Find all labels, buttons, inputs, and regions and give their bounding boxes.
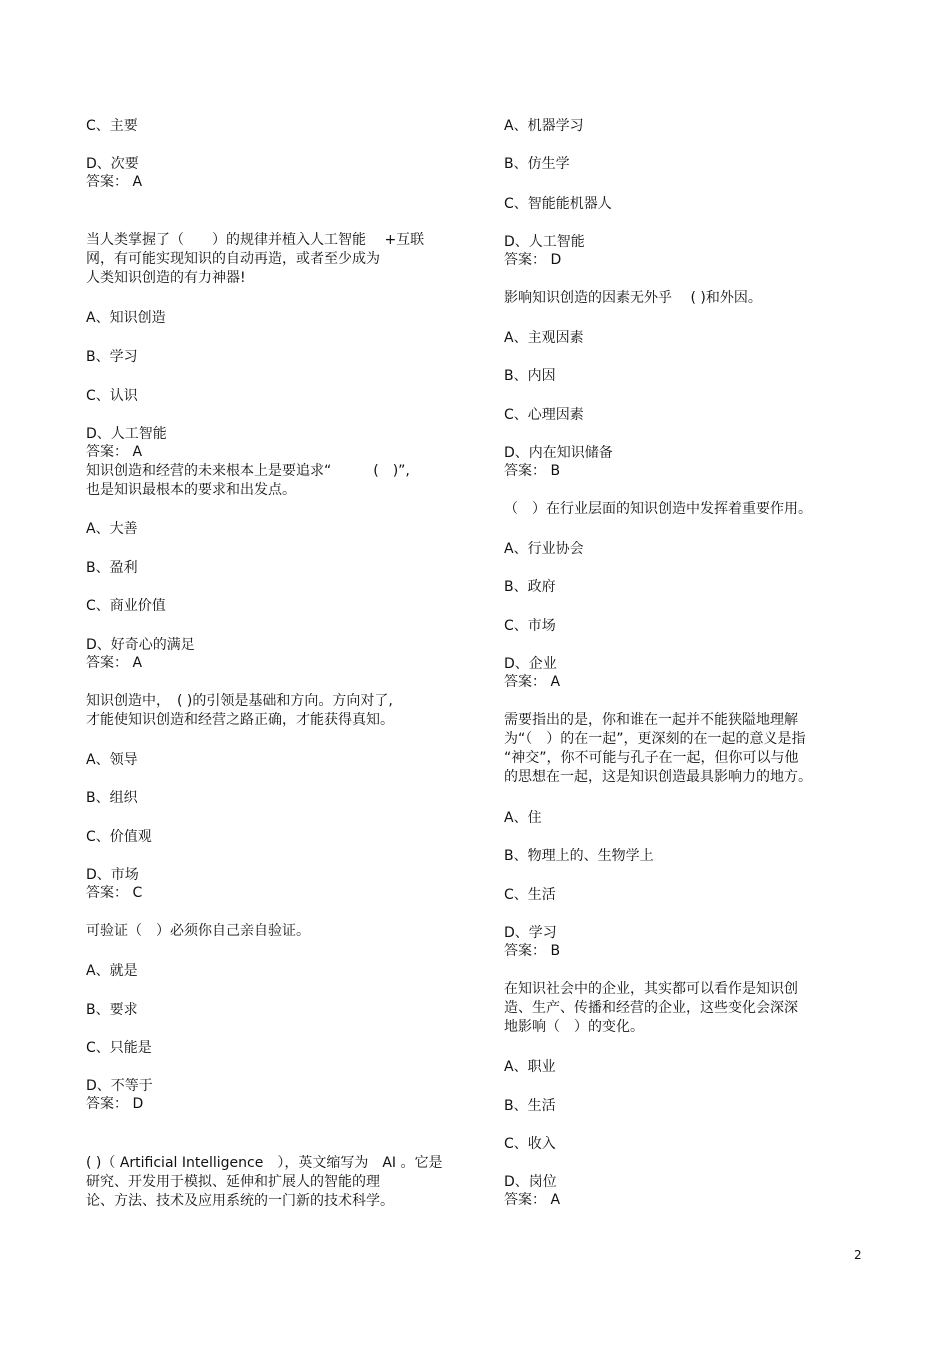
text-line: D、市场 <box>86 867 139 883</box>
text-line: C、生活 <box>504 887 556 903</box>
text-line: 可验证（ ）必须你自己亲自验证。 <box>86 923 310 939</box>
text-line: D、人工智能 <box>504 234 585 250</box>
text-line: B、要求 <box>86 1002 138 1018</box>
answer-line: 答案： C <box>86 885 143 901</box>
text-line: A、住 <box>504 810 542 826</box>
text-line: A、知识创造 <box>86 310 166 326</box>
answer-line: 答案： D <box>86 1096 144 1112</box>
answer-line: 答案： D <box>504 252 562 268</box>
text-line: C、价值观 <box>86 829 152 845</box>
text-line: D、好奇心的满足 <box>86 637 195 653</box>
text-line: 知识创造和经营的未来根本上是要追求“ ( )”, <box>86 463 410 479</box>
text-line: C、只能是 <box>86 1040 152 1056</box>
text-line: C、收入 <box>504 1136 556 1152</box>
text-line: 造、生产、传播和经营的企业，这些变化会深深 <box>504 1000 798 1016</box>
text-line: 在知识社会中的企业，其实都可以看作是知识创 <box>504 981 798 997</box>
text-line: A、行业协会 <box>504 541 584 557</box>
text-line: B、学习 <box>86 349 138 365</box>
text-line: 研究、开发用于模拟、延伸和扩展人的智能的理 <box>86 1174 380 1190</box>
text-line: C、智能能机器人 <box>504 196 612 212</box>
text-line: C、认识 <box>86 388 138 404</box>
text-line: C、心理因素 <box>504 407 584 423</box>
text-line: 论、方法、技术及应用系统的一门新的技术科学。 <box>86 1193 394 1209</box>
text-line: 网，有可能实现知识的自动再造，或者至少成为 <box>86 251 380 267</box>
text-line: A、就是 <box>86 963 138 979</box>
text-line: 人类知识创造的有力神器! <box>86 270 246 286</box>
text-line: A、机器学习 <box>504 118 584 134</box>
answer-line: 答案： A <box>504 1192 561 1208</box>
text-line: D、人工智能 <box>86 426 167 442</box>
text-line: C、主要 <box>86 118 138 134</box>
text-line: B、仿生学 <box>504 156 570 172</box>
text-line: ( )（ Artificial Intelligence ），英文缩写为 AI 。它是 <box>86 1155 443 1171</box>
text-line: D、不等于 <box>86 1078 153 1094</box>
text-line: D、企业 <box>504 656 557 672</box>
text-line: “神交”，你不可能与孔子在一起，但你可以与他 <box>504 750 799 766</box>
text-line: A、领导 <box>86 752 138 768</box>
text-line: D、岗位 <box>504 1174 557 1190</box>
text-line: 的思想在一起，这是知识创造最具影响力的地方。 <box>504 769 812 785</box>
text-line: B、物理上的、生物学上 <box>504 848 654 864</box>
text-line: C、市场 <box>504 618 556 634</box>
text-line: B、生活 <box>504 1098 556 1114</box>
text-line: D、内在知识储备 <box>504 445 613 461</box>
text-line: 需要指出的是，你和谁在一起并不能狭隘地理解 <box>504 712 798 728</box>
text-line: （ ）在行业层面的知识创造中发挥着重要作用。 <box>504 501 812 517</box>
text-line: 地影响（ ）的变化。 <box>504 1019 644 1035</box>
text-line: 影响知识创造的因素无外乎 ( )和外因。 <box>504 290 762 306</box>
text-line: B、政府 <box>504 579 556 595</box>
answer-line: 答案： A <box>86 174 143 190</box>
text-line: A、职业 <box>504 1059 556 1075</box>
answer-line: 答案： A <box>504 674 561 690</box>
text-line: 当人类掌握了（ ）的规律并植入人工智能 +互联 <box>86 232 425 248</box>
text-line: A、大善 <box>86 521 138 537</box>
text-line: D、次要 <box>86 156 139 172</box>
text-line: 知识创造中， ( )的引领是基础和方向。方向对了, <box>86 693 393 709</box>
text-line: B、内因 <box>504 368 556 384</box>
text-line: 为“（ ）的在一起”，更深刻的在一起的意义是指 <box>504 731 806 747</box>
text-line: B、盈利 <box>86 560 138 576</box>
text-line: B、组织 <box>86 790 138 806</box>
text-line: D、学习 <box>504 925 557 941</box>
answer-line: 答案： A <box>86 444 143 460</box>
text-line: A、主观因素 <box>504 330 584 346</box>
text-line: 才能使知识创造和经营之路正确，才能获得真知。 <box>86 712 394 728</box>
answer-line: 答案： B <box>504 463 561 479</box>
answer-line: 答案： B <box>504 943 561 959</box>
page-number: 2 <box>854 1248 862 1262</box>
answer-line: 答案： A <box>86 655 143 671</box>
text-line: C、商业价值 <box>86 598 166 614</box>
text-line: 也是知识最根本的要求和出发点。 <box>86 482 296 498</box>
